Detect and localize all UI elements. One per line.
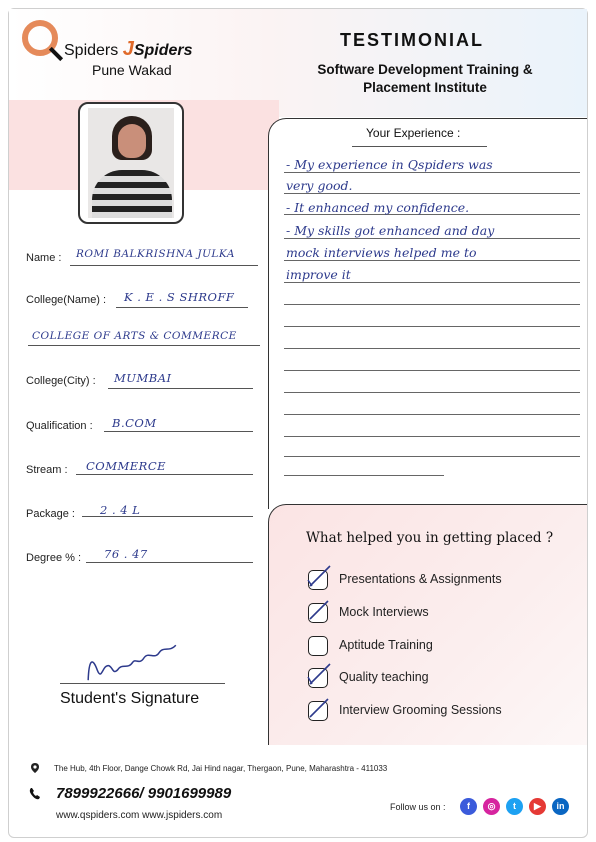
checkmark-icon <box>306 695 332 721</box>
logo-jspiders-text: Spiders <box>133 42 193 59</box>
college-name-value-1: K . E . S SHROFF <box>124 290 235 304</box>
option-label: Interview Grooming Sessions <box>339 703 502 717</box>
experience-line-1: - My experience in Qspiders was <box>286 157 493 172</box>
college-city-value: MUMBAI <box>114 371 172 385</box>
phone-icon <box>28 787 42 801</box>
experience-title: Your Experience : <box>366 126 461 140</box>
twitter-icon[interactable]: t <box>506 798 523 815</box>
experience-line-2: very good. <box>286 178 353 193</box>
experience-line-4: - My skills got enhanced and day <box>286 223 495 238</box>
subtitle-line-2: Placement Institute <box>363 80 487 95</box>
stream-label: Stream : <box>26 464 68 476</box>
websites[interactable]: www.qspiders.com www.jspiders.com <box>56 810 223 821</box>
package-value: 2 . 4 L <box>100 503 141 517</box>
linkedin-icon[interactable]: in <box>552 798 569 815</box>
option-label: Mock Interviews <box>339 605 429 619</box>
option-label: Aptitude Training <box>339 638 433 652</box>
option-label: Presentations & Assignments <box>339 572 502 586</box>
degree-value: 76 . 47 <box>104 547 148 561</box>
follow-us-label: Follow us on : <box>390 802 446 812</box>
signature-line <box>60 683 225 684</box>
brand-logo <box>64 38 193 61</box>
student-photo-frame <box>78 102 184 224</box>
logo-j-letter: J <box>122 38 134 60</box>
youtube-icon[interactable]: ▶ <box>529 798 546 815</box>
college-name-label: College(Name) : <box>26 294 107 306</box>
facebook-icon[interactable]: f <box>460 798 477 815</box>
page-title: TESTIMONIAL <box>340 30 484 50</box>
checkmark-icon <box>306 662 332 688</box>
stream-value: COMMERCE <box>86 459 167 473</box>
experience-line-5: mock interviews helped me to <box>286 245 477 260</box>
degree-label: Degree % : <box>26 552 82 564</box>
college-city-label: College(City) : <box>26 375 96 387</box>
checkmark-icon <box>306 564 332 590</box>
college-name-value-2: COLLEGE OF ARTS & COMMERCE <box>32 330 237 342</box>
student-photo <box>88 108 174 218</box>
name-value: ROMI BALKRISHNA JULKA <box>76 248 235 260</box>
address: The Hub, 4th Floor, Dange Chowk Rd, Jai Hind nagar, Thergaon, Pune, Maharashtra - 411033 <box>54 764 388 773</box>
instagram-icon[interactable]: ◎ <box>483 798 500 815</box>
helped-title: What helped you in getting placed ? <box>306 530 554 546</box>
qualification-value: B.COM <box>112 416 157 430</box>
checkbox-icon[interactable] <box>308 636 328 656</box>
experience-line-6: improve it <box>286 267 351 282</box>
signature-label: Student's Signature <box>60 690 200 707</box>
experience-box <box>268 118 587 509</box>
logo-spiders-text: Spiders <box>64 42 119 59</box>
page-subtitle <box>290 61 560 97</box>
subtitle-line-1: Software Development Training & <box>317 62 533 77</box>
package-label: Package : <box>26 508 75 520</box>
qualification-label: Qualification : <box>26 420 93 432</box>
name-label: Name : <box>26 252 62 264</box>
experience-title-underline <box>352 146 487 147</box>
experience-line-3: - It enhanced my confidence. <box>286 200 470 215</box>
location-pin-icon <box>30 763 40 773</box>
phone-numbers[interactable]: 7899922666/ 9901699989 <box>56 785 232 802</box>
option-label: Quality teaching <box>339 670 429 684</box>
branch-name: Pune Wakad <box>92 62 172 78</box>
checkmark-icon <box>306 597 332 623</box>
